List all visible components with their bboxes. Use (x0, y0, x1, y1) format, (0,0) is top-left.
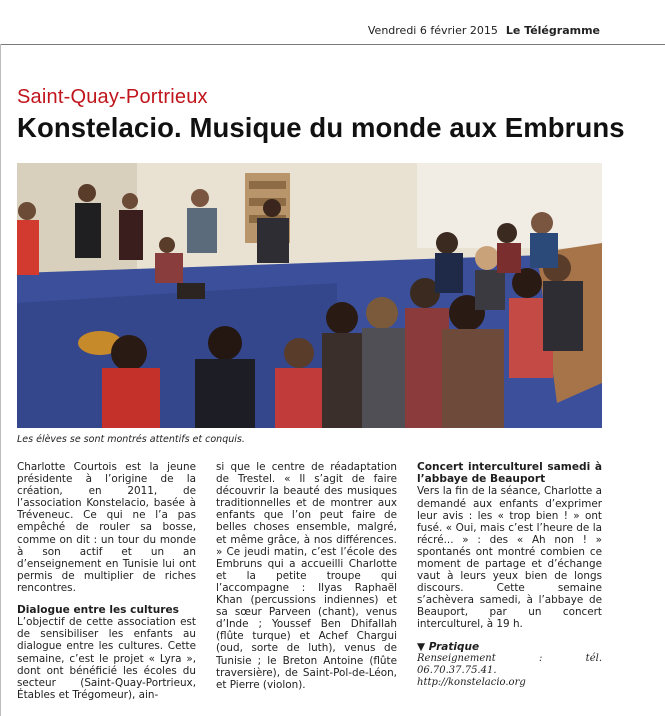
article-column-2 (216, 461, 397, 691)
paragraph: Charlotte Courtois est la jeune présidente à l’origine de la création, en 2011, de l’association Konstelacio, basée à Tréveneuc. Ce qui ne l’a pas empêché de rouler sa bosse, comme on dit : un tour du monde à son actif et un an d’enseignement en Tunisie lui ont permis de multiplier de riches rencontres. (17, 461, 196, 594)
classroom-scene-image (17, 163, 602, 428)
practical-info-title: ▼ Pratique (417, 640, 480, 653)
page-header (0, 0, 665, 45)
subheading-dialogue: Dialogue entre les cultures (17, 604, 179, 617)
article-headline: Konstelacio. Musique du monde aux Embruns (17, 112, 625, 143)
article-column-1 (17, 461, 196, 701)
newspaper-name: Le Télégramme (505, 24, 600, 37)
issue-date-line (368, 24, 600, 37)
photo-caption: Les élèves se sont montrés attentifs et conquis. (17, 434, 245, 445)
practical-info-website: http://konstelacio.org (417, 676, 526, 688)
paragraph: L’objectif de cette association est de sensibiliser les enfants au dialogue entre les cultures. Cette semaine, c’est le projet « Lyra », dont ont bénéficié les écoles du secteur (Saint-Quay-Portrieux, Étables et Trégomeur), ain- (17, 616, 196, 701)
paragraph: Vers la fin de la séance, Charlotte a demandé aux enfants d’exprimer leur avis : les « trop bien ! » ont fusé. « Oui, mais c’est l’heure de la récré... » : des « Ah non ! » spontanés ont montré combien ce moment de partage et d’échange vaut à leurs yeux bien de longs discours. Cette semaine s’achèvera samedi, à l’abbaye de Beauport, par un concert interculturel, à 19 h. (417, 485, 602, 631)
article-kicker: Saint-Quay-Portrieux (17, 86, 208, 108)
practical-info-phone: Renseignement : tél. 06.70.37.75.41. (417, 652, 602, 676)
practical-info (417, 641, 602, 689)
column-rule (0, 44, 1, 716)
article-column-3 (417, 461, 602, 689)
issue-date: Vendredi 6 février 2015 (367, 24, 498, 37)
paragraph: si que le centre de réadaptation de Trestel. « Il s’agit de faire découvrir la beauté des musiques traditionnelles et de montrer aux enfants que l’on peut faire de belles choses ensemble, malgré, et même grâce, à nos différences. » Ce jeudi matin, c’est l’école des Embruns qui a accueilli Charlotte et la petite troupe qui l’accompagne : Ilyas Raphaël Khan (percussions indiennes) et sa sœur Parveen (chant), venus d’Inde ; Youssef Ben Dhifallah (flûte turque) et Achef Chargui (oud, sorte de luth), venus de Tunisie ; le Breton Antoine (flûte traversière), de Saint-Pol-de-Léon, et Pierre (violon). (216, 461, 397, 691)
subheading-concert: Concert interculturel samedi à l’abbaye de Beauport (417, 461, 602, 486)
article-photo (17, 163, 602, 428)
